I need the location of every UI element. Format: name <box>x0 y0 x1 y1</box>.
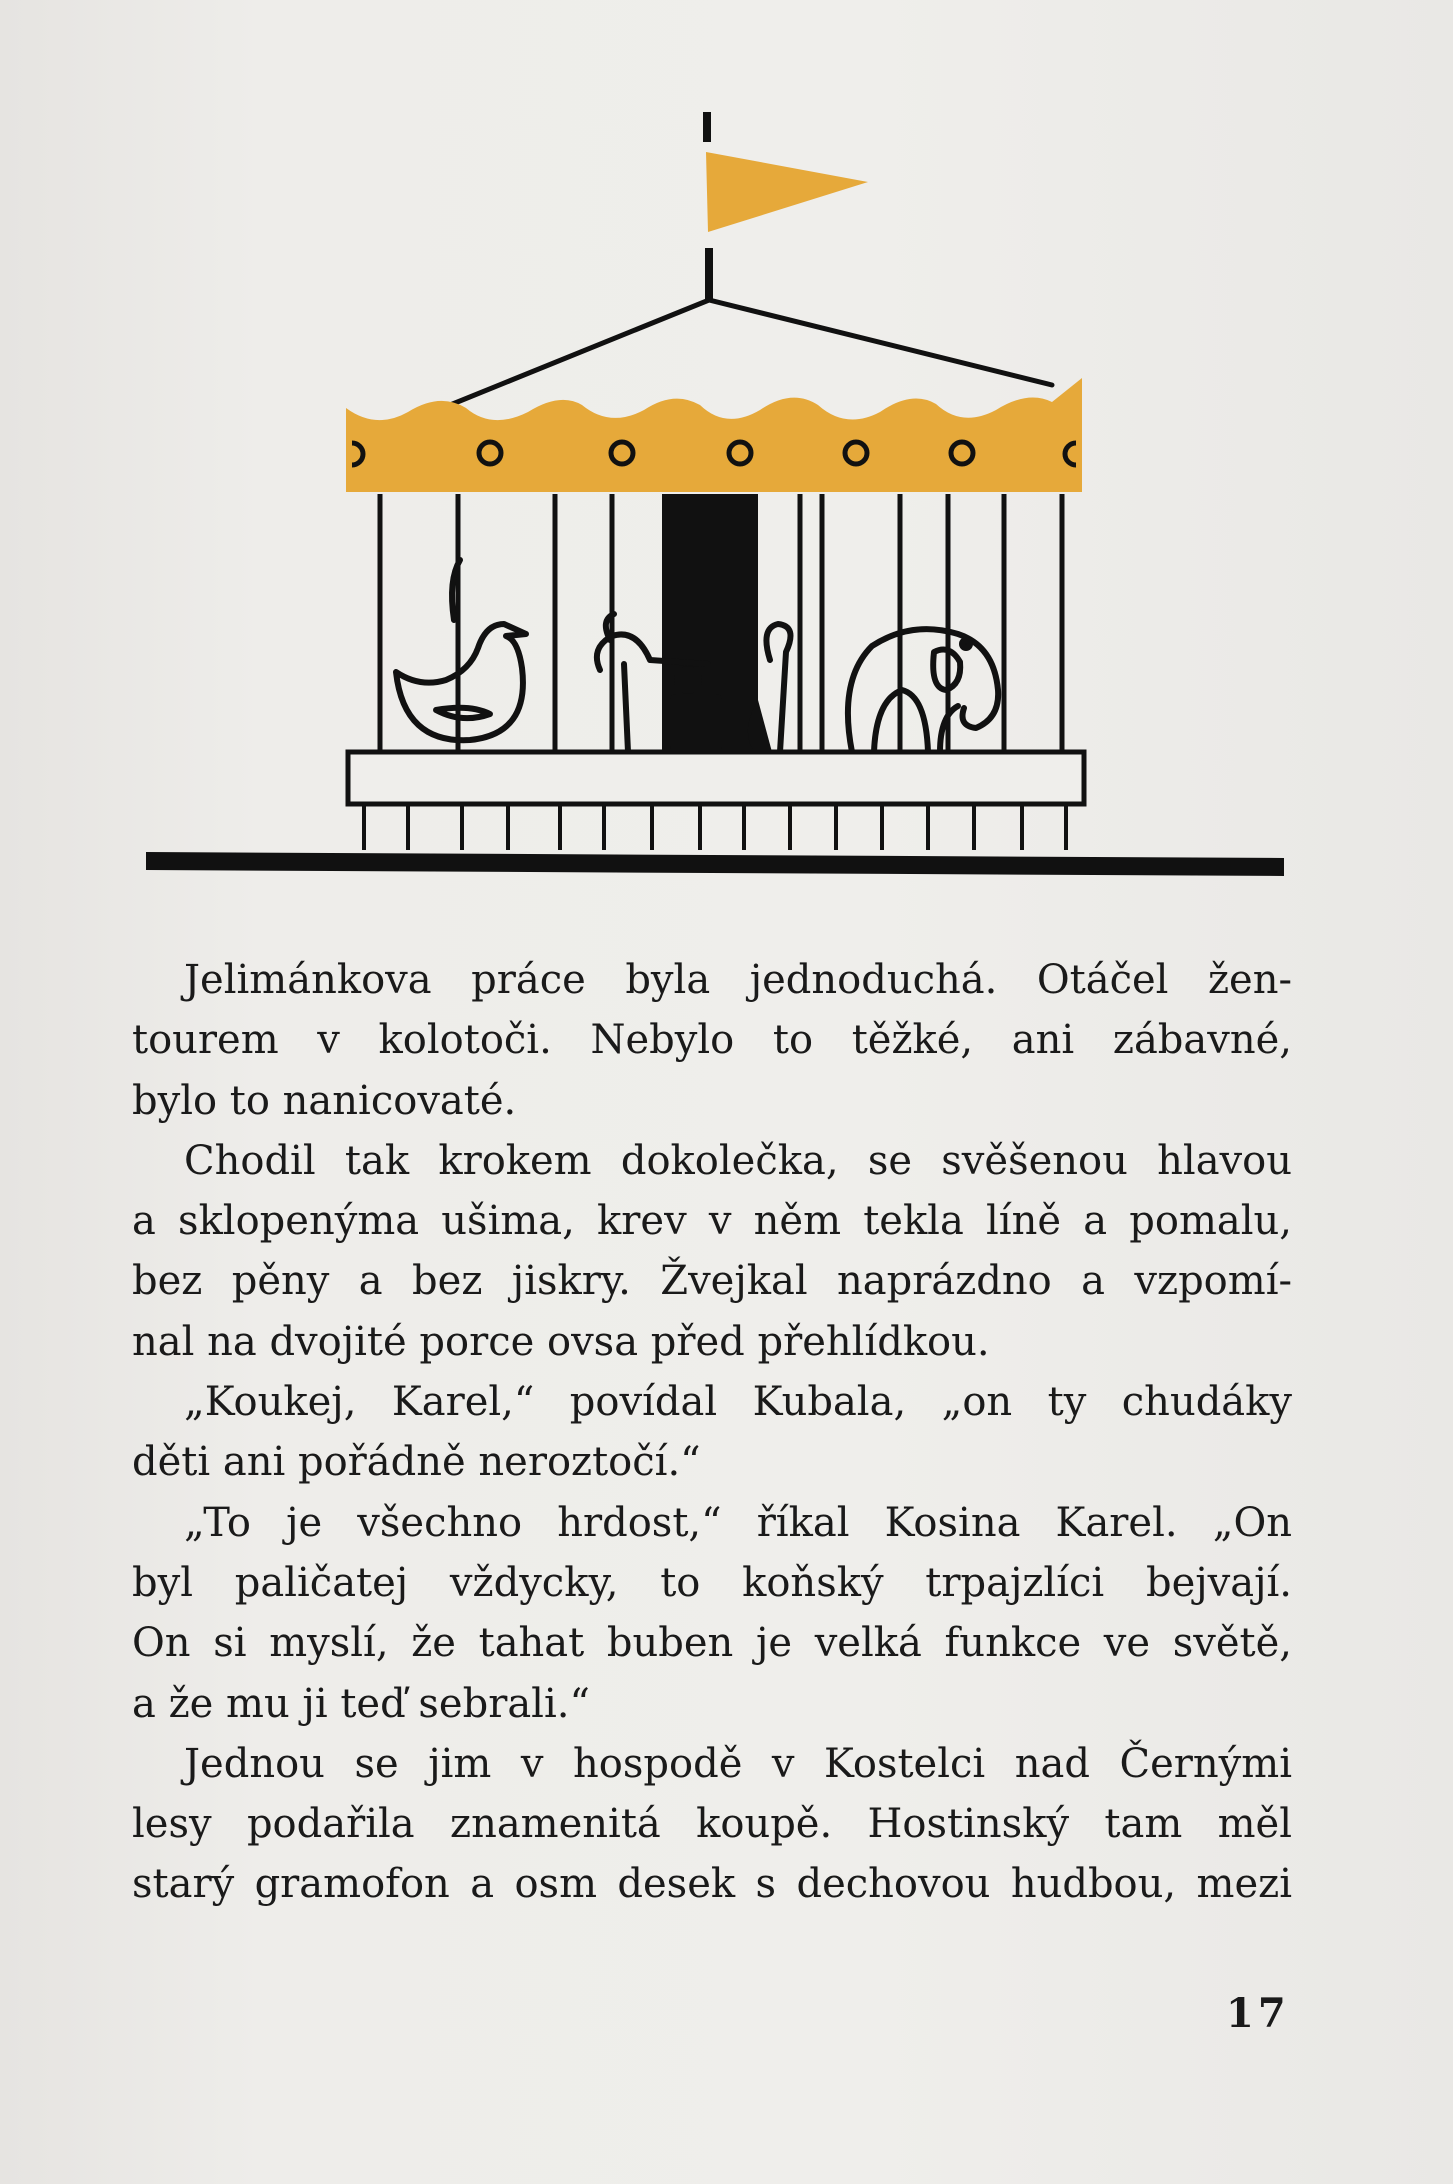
elephant-seat-icon <box>848 629 998 752</box>
text-line: starý gramofon a osm desek s dechovou hudbou, mezi <box>132 1861 1292 1908</box>
text-line: nal na dvojité porce ovsa před přehlídkou. <box>132 1318 990 1365</box>
bird-seat-icon <box>396 560 526 740</box>
text-line: tourem v kolotoči. Nebylo to těžké, ani zábavné, <box>132 1017 1292 1064</box>
carousel-platform <box>348 752 1084 850</box>
text-line: děti ani pořádně neroztočí.“ <box>132 1439 701 1486</box>
text-line: a sklopenýma ušima, krev v něm tekla líně a pomalu, <box>132 1198 1292 1245</box>
text-line: Chodil tak krokem dokolečka, se svěšenou hlavou <box>184 1137 1292 1184</box>
text-line: bylo to nanicovaté. <box>132 1077 517 1124</box>
flag-icon <box>703 112 868 300</box>
text-line: byl paličatej vždycky, to koňský trpajzlíci bejvají. <box>132 1559 1292 1606</box>
carousel-canopy <box>346 378 1082 492</box>
carousel-illustration <box>0 0 1453 900</box>
body-text <box>132 950 1292 1915</box>
text-line: Jednou se jim v hospodě v Kostelci nad Černými <box>184 1740 1292 1787</box>
text-line: On si myslí, že tahat buben je velká funkce ve světě, <box>132 1620 1292 1667</box>
text-line: a že mu ji teď sebrali.“ <box>132 1680 590 1727</box>
page-number: 17 <box>1226 1990 1290 2037</box>
carousel-roof <box>418 300 1052 418</box>
text-line: „To je všechno hrdost,“ říkal Kosina Karel. „On <box>184 1499 1292 1546</box>
ground-line <box>146 852 1284 876</box>
text-line: Jelimánkova práce byla jednoduchá. Otáčel žen- <box>184 957 1292 1003</box>
text-line: „Koukej, Karel,“ povídal Kubala, „on ty chudáky <box>184 1379 1292 1426</box>
text-line: lesy podařila znamenitá koupě. Hostinský tam měl <box>132 1801 1292 1848</box>
text-line: bez pěny a bez jiskry. Žvejkal naprázdno a vzpomí- <box>132 1258 1292 1305</box>
